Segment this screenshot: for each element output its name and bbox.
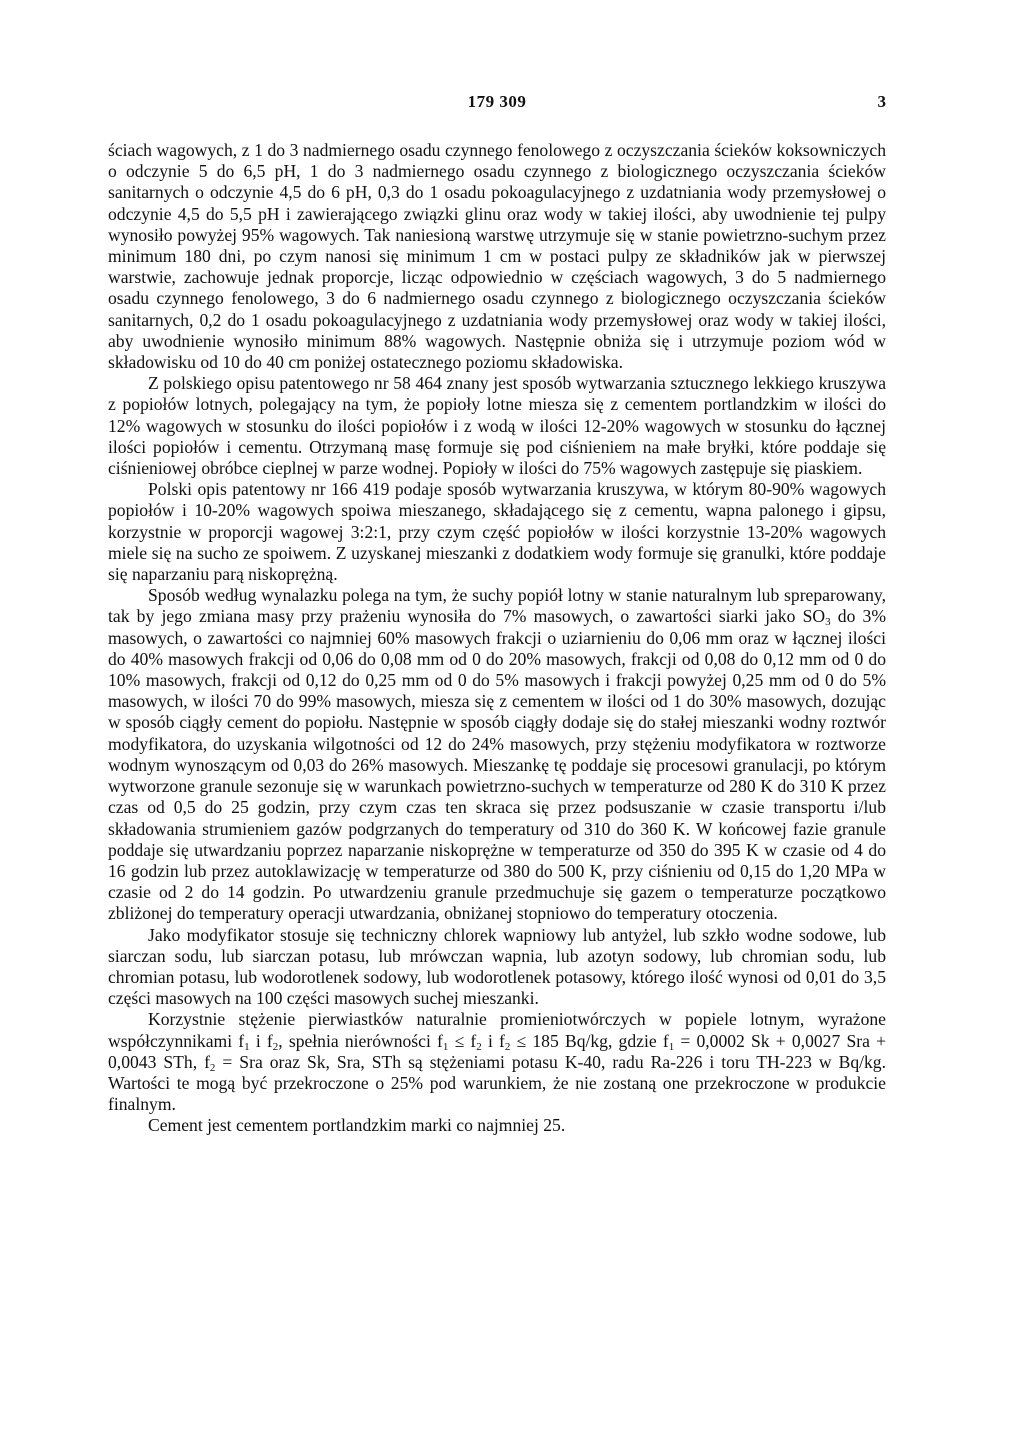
method-text-start: Sposób według wynalazku polega na tym, że suchy popiół lotny w stanie naturalnym lub spreparowany, tak by jego zmiana masy przy prażeniu wynosiła do 7% masowych, o zawartości siarki jako SO <box>108 585 886 627</box>
paragraph-method-description <box>108 585 886 924</box>
text-segment: ≤ 185 Bq/kg, gdzie f <box>510 1030 669 1051</box>
text-segment: , spełnia nierówności f <box>278 1030 443 1051</box>
text-segment: ≤ f <box>448 1030 477 1051</box>
document-body <box>108 140 886 1137</box>
method-text-rest: do 3% masowych, o zawartości co najmniej 60% masowych frakcji o uziarnieniu do 0,06 mm oraz w łącznej ilości do 40% masowych frakcji od 0,06 do 0,08 mm od 0 do 20% masowych, frakcji od 0,08 do 0,12 mm od 0 do 10% masowych, frakcji od 0,12 do 0,25 mm od 0 do 5% masowych i frakcji powyżej 0,25 mm od 0 do 5% masowych, w ilości 70 do 99% masowych, miesza się z cementem w ilości od 1 do 30% masowych, dozując w sposób ciągły cement do popiołu. Następnie w sposób ciągły dodaje się do stałej mieszanki wodny roztwór modyfikatora, do uzyskania wilgotności od 12 do 24% masowych, przy stężeniu modyfikatora w roztworze wodnym wynoszącym od 0,03 do 26% masowych. Mieszankę tę poddaje się procesowi granulacji, po którym wytworzone granule sezonuje się w warunkach powietrzno-suchych w temperaturze od 280 K do 310 K przez czas od 0,5 do 25 godzin, przy czym czas ten skraca się przez podsuszanie w czasie transportu i/lub składowania strumieniem gazów podgrzanych do temperatury od 310 do 360 K. W końcowej fazie granule poddaje się utwardzaniu poprzez naparzanie niskoprężne w temperaturze od 350 do 395 K w czasie od 4 do 16 godzin lub przez autoklawizację w temperaturze od 380 do 500 K, przy ciśnieniu od 0,15 do 1,20 MPa w czasie od 2 do 14 godzin. Po utwardzeniu granule przedmuchuje się gazem o temperaturze początkowo zbliżonej do temperatury operacji utwardzania, obniżanej stopniowo do temperatury otoczenia. <box>108 606 887 924</box>
paragraph-radioactivity <box>108 1009 886 1115</box>
text-segment: = Sra oraz Sk, Sra, STh są stężeniami potasu K-40, radu Ra-226 i toru TH-223 w Bq/kg. Wartości te mogą być przekroczone o 25% pod warunkiem, że nie zostaną one przekroczone w produkcie finalnym. <box>108 1051 886 1115</box>
subscript: 1 <box>244 1040 250 1053</box>
paragraph-prior-art-58464: Z polskiego opisu patentowego nr 58 464 znany jest sposób wytwarzania sztucznego lekkiego kruszywa z popiołów lotnych, polegający na tym, że popioły lotne miesza się z cementem portlandzkim w ilości do 12% wagowych w stosunku do ilości popiołów i z wodą w ilości 12-20% wagowych w stosunku do łącznej ilości popiołów i cementu. Otrzymaną masę formuje się pod ciśnieniem na małe bryłki, które poddaje się ciśnieniowej obróbce cieplnej w parze wodnej. Popioły w ilości do 75% wagowych zastępuje się piaskiem. <box>108 373 886 479</box>
subscript: 2 <box>209 1061 216 1074</box>
patent-number: 179 309 <box>467 92 527 111</box>
subscript: 1 <box>668 1040 675 1053</box>
page-header <box>108 92 886 120</box>
subscript: 2 <box>476 1040 482 1053</box>
subscript: 2 <box>272 1040 279 1053</box>
paragraph-prior-art-166419: Polski opis patentowy nr 166 419 podaje sposób wytwarzania kruszywa, w którym 80-90% wagowych popiołów i 10-20% wagowych spoiwa mieszanego, składającego się z cementu, wapna palonego i gipsu, korzystnie w proporcji wagowej 3:2:1, przy czym część popiołów w ilości korzystnie 13-20% wagowych miele się na sucho ze spoiwem. Z uzyskanej mieszanki z dodatkiem wody formuje się granulki, które poddaje się naparzaniu parą niskoprężną. <box>108 479 886 585</box>
page-number: 3 <box>877 92 886 111</box>
text-segment: = 0,0002 Sk + 0,0027 Sra + 0,0043 STh, f <box>108 1030 887 1072</box>
paragraph-continuation: ściach wagowych, z 1 do 3 nadmiernego osadu czynnego fenolowego z oczyszczania ścieków koksowniczych o odczynie 5 do 6,5 pH, 1 do 3 nadmiernego osadu czynnego z biologicznego oczyszczania ścieków sanitarnych o odczynie 4,5 do 6 pH, 0,3 do 1 osadu pokoagulacyjnego z uzdatniania wody przemysłowej o odczynie 4,5 do 5,5 pH i zawierającego związki glinu oraz wody w takiej ilości, aby uwodnienie tej pulpy wynosiło powyżej 95% wagowych. Tak naniesioną warstwę utrzymuje się w stanie powietrzno-suchym przez minimum 180 dni, po czym nanosi się minimum 1 cm w postaci pulpy ze składników jak w pierwszej warstwie, zachowuje jednak proporcje, licząc odpowiednio w częściach wagowych, 3 do 5 nadmiernego osadu czynnego fenolowego, 3 do 6 nadmiernego osadu czynnego z biologicznego oczyszczania ścieków sanitarnych, 0,2 do 1 osadu pokoagulacyjnego z uzdatniania wody przemysłowej oraz wody w takiej ilości, aby uwodnienie wynosiło minimum 88% wagowych. Następnie obniża się i utrzymuje poziom wód w składowisku od 10 do 40 cm poniżej ostatecznego poziomu składowiska. <box>108 140 886 373</box>
subscript: 2 <box>504 1040 511 1053</box>
subscript: 1 <box>442 1040 449 1053</box>
subscript: 3 <box>825 616 831 629</box>
text-segment: i f <box>249 1030 273 1051</box>
paragraph-cement-grade: Cement jest cementem portlandzkim marki co najmniej 25. <box>148 1115 566 1136</box>
text-segment: Korzystnie stężenie pierwiastków naturalnie promieniotwórczych w popiele lotnym, wyrażone współczynnikami f <box>108 1009 886 1051</box>
text-segment: i f <box>481 1030 505 1051</box>
paragraph-modifier: Jako modyfikator stosuje się techniczny chlorek wapniowy lub antyżel, lub szkło wodne sodowe, lub siarczan sodu, lub siarczan potasu, lub mrówczan wapnia, lub azotyn sodowy, lub chromian sodu, lub chromian potasu, lub wodorotlenek sodowy, lub wodorotlenek potasowy, którego ilość wynosi od 0,01 do 3,5 części masowych na 100 części masowych suchej mieszanki. <box>108 924 886 1009</box>
